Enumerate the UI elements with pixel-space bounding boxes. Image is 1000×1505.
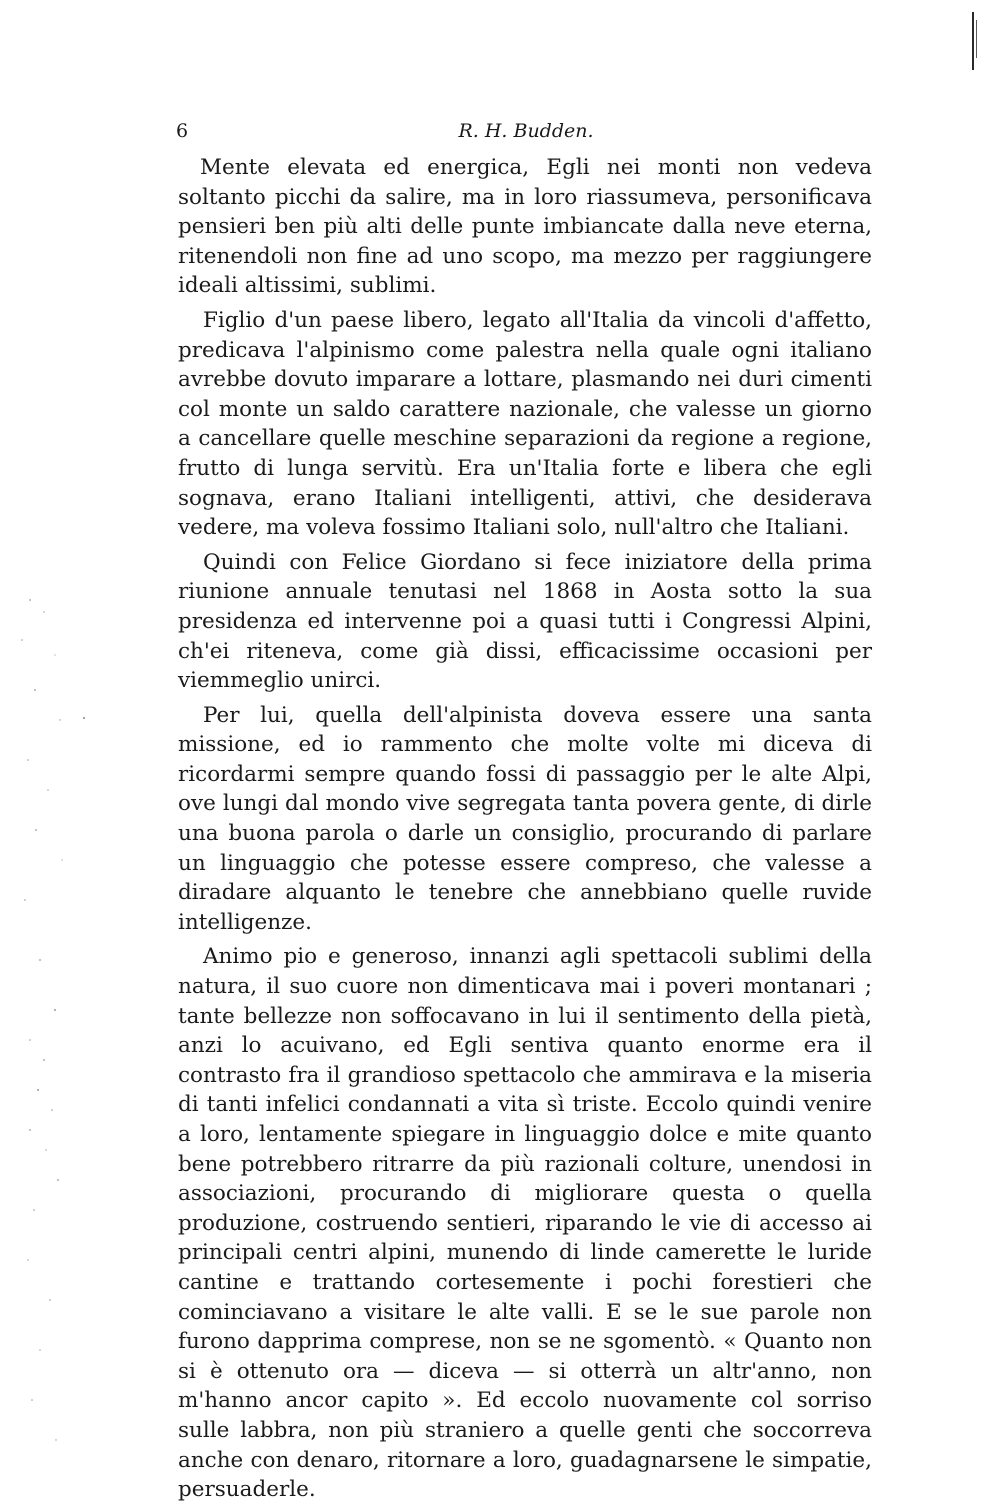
paragraph: Per lui, quella dell'alpinista doveva essere una santa missione, ed io rammento che molte volte mi diceva di ricordarmi sempre quando fossi di passaggio per le alte Alpi, ove lungi dal mondo vive segregata tanta povera gente, di dirle una buona parola o darle un consiglio, procurando di parlare un linguaggio che potesse essere compreso, che valesse a diradare alquanto le tenebre che annebbiano quelle ruvide intelligenze. <box>178 702 872 935</box>
paragraph: Figlio d'un paese libero, legato all'Italia da vincoli d'affetto, predicava l'alpinismo come palestra nella quale ogni italiano avrebbe dovuto imparare a lottare, plasmando nei duri cimenti col monte un saldo carattere nazionale, che valesse un giorno a cancellare quelle meschine separazioni da regione a regione, frutto di lunga servitù. Era un'Italia forte e libera che egli sognava, erano Italiani intelligenti, attivi, che desiderava vedere, ma voleva fossimo Italiani solo, null'altro che Italiani. <box>178 307 872 541</box>
page-header <box>176 120 876 150</box>
scan-edge-mark-secondary <box>976 20 977 58</box>
body-text <box>178 153 872 1505</box>
paragraph: Quindi con Felice Giordano si fece iniziatore della prima riunione annuale tenutasi nel 1868 in Aosta sotto la sua presidenza ed intervenne poi a quasi tutti i Congressi Alpini, ch'ei riteneva, come già dissi, efficacissime occasioni per viemmeglio unirci. <box>178 549 872 694</box>
page-number: 6 <box>176 120 189 142</box>
scan-edge-mark <box>972 12 974 70</box>
paragraph: Animo pio e generoso, innanzi agli spettacoli sublimi della natura, il suo cuore non dimenticava mai i poveri montanari ; tante bellezze non soffocavano in lui il sentimento della pietà, anzi lo acuivano, ed Egli sentiva quanto enorme era il contrasto fra il grandioso spettacolo che ammirava e la miseria di tanti infelici condannati a vita sì triste. Eccolo quindi venire a loro, lentamente spiegare in linguaggio dolce e mite quanto bene potrebbero ritrarre da più razionali colture, unendosi in associazioni, procurando di migliorare questa o quella produzione, costruendo sentieri, riparando le vie di accesso ai principali centri alpini, munendo di linde camerette le luride cantine e trattando cortesemente i pochi forestieri che cominciavano a visitare le alte valli. E se le sue parole non furono dapprima comprese, non se ne sgomentò. « Quanto non si è ottenuto ora — diceva — si otterrà un altr'anno, non m'hanno ancor capito ». Ed eccolo nuovamente col sorriso sulle labbra, non più straniero a quelle genti che soccorreva anche con denaro, ritornare a loro, guadagnarsene le simpatie, persuaderle. <box>178 944 872 1503</box>
scan-noise-margin <box>0 0 120 1475</box>
running-head: R. H. Budden. <box>458 120 594 142</box>
paragraph: Mente elevata ed energica, Egli nei monti non vedeva soltanto picchi da salire, ma in loro riassumeva, personificava pensieri ben più alti delle punte imbiancate dalla neve eterna, ritenendoli non fine ad uno scopo, ma mezzo per raggiungere ideali altissimi, sublimi. <box>178 155 872 299</box>
